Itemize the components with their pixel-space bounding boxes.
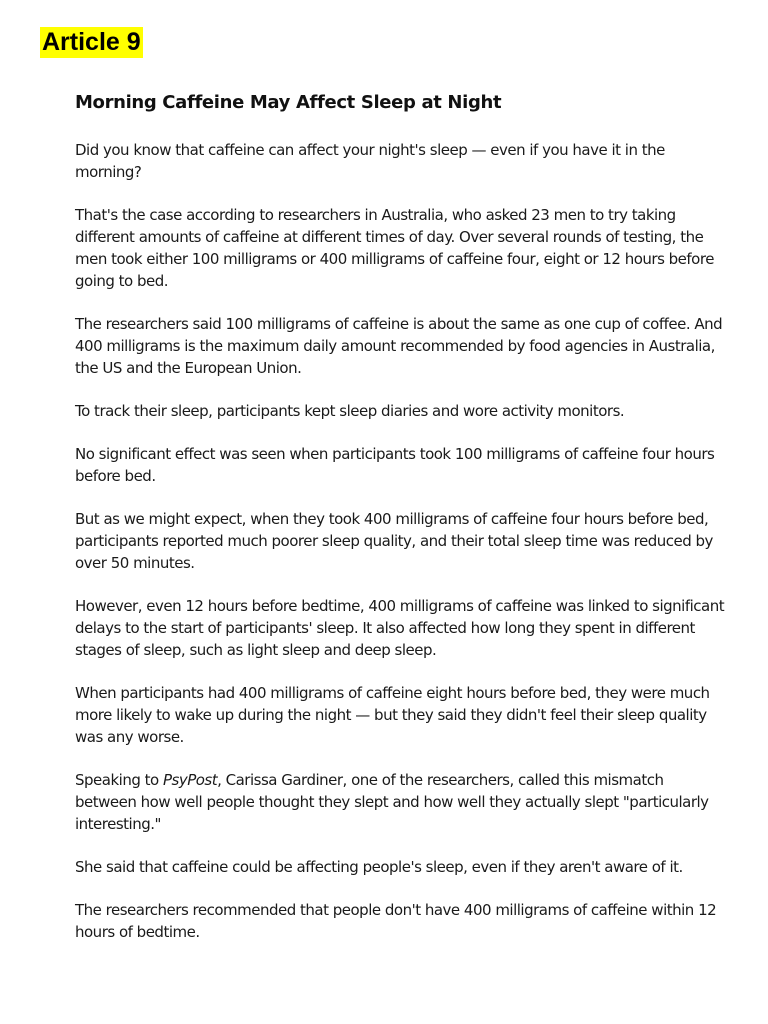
- paragraph-speaking: [75, 769, 725, 835]
- paragraph-no-effect: No significant effect was seen when participants took 100 milligrams of caffeine four hours before bed.: [75, 445, 715, 485]
- paragraph-twelve-hours: However, even 12 hours before bedtime, 400 milligrams of caffeine was linked to significant delays to the start of participants' sleep. It also affected how long they spent in different stages of sleep, such as light sleep and deep sleep.: [75, 597, 725, 659]
- paragraph-four-hours: But as we might expect, when they took 400 milligrams of caffeine four hours before bed, participants reported much poorer sleep quality, and their total sleep time was reduced by over 50 minutes.: [75, 510, 713, 572]
- paragraph-dosage: The researchers said 100 milligrams of caffeine is about the same as one cup of coffee. And 400 milligrams is the maximum daily amount recommended by food agencies in Australia, the US and the European Union.: [75, 315, 723, 377]
- paragraph-study: That's the case according to researchers in Australia, who asked 23 men to try taking different amounts of caffeine at different times of day. Over several rounds of testing, the men took either 100 milligrams or 400 milligrams of caffeine four, eight or 12 hours before going to bed.: [75, 206, 714, 290]
- article-title: Morning Caffeine May Affect Sleep at Night: [75, 92, 502, 113]
- paragraph-eight-hours: When participants had 400 milligrams of caffeine eight hours before bed, they were much more likely to wake up during the night — but they said they didn't feel their sleep quality was any worse.: [75, 684, 710, 746]
- article-body: [75, 88, 725, 964]
- paragraph-recommendation: The researchers recommended that people don't have 400 milligrams of caffeine within 12 hours of bedtime.: [75, 901, 717, 941]
- speaking-after: , Carissa Gardiner, one of the researchers, called this mismatch between how well people thought they slept and how well they actually slept "particularly interesting.": [75, 771, 709, 833]
- paragraph-tracking: To track their sleep, participants kept sleep diaries and wore activity monitors.: [75, 402, 625, 420]
- publication-name: PsyPost: [162, 771, 218, 789]
- speaking-before: Speaking to: [75, 771, 163, 789]
- article-label: Article 9: [42, 28, 141, 56]
- paragraph-awareness: She said that caffeine could be affecting people's sleep, even if they aren't aware of it.: [75, 858, 683, 876]
- paragraph-intro: Did you know that caffeine can affect your night's sleep — even if you have it in the morning?: [75, 141, 665, 181]
